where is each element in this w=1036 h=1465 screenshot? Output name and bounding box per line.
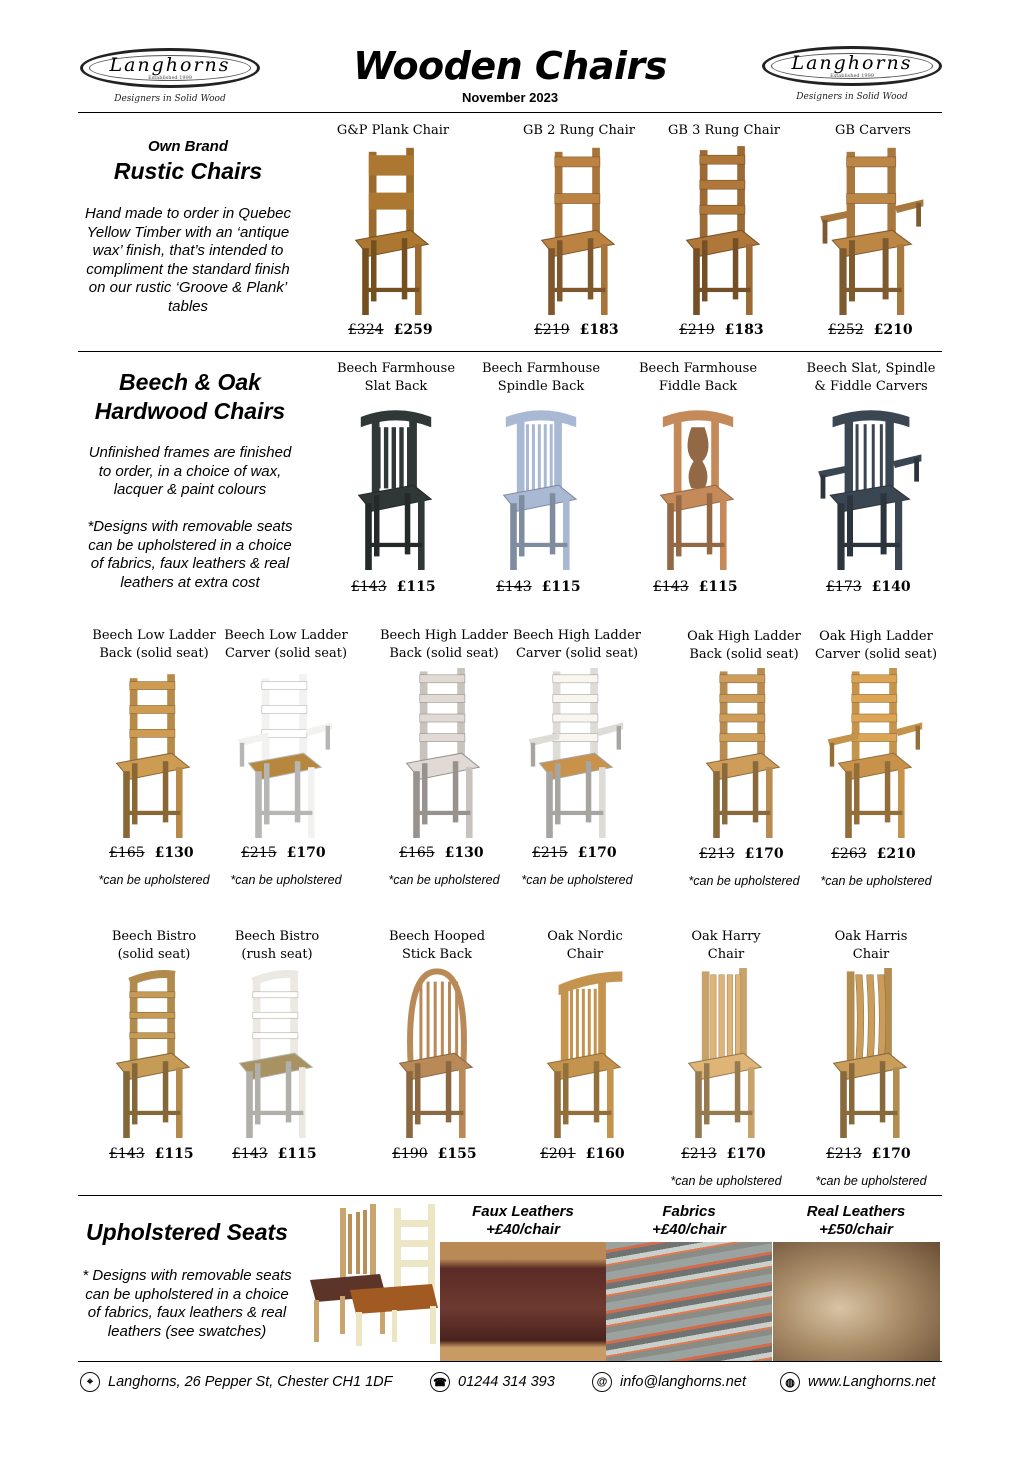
tagline: Designers in Solid Wood [796, 92, 908, 102]
beech-oak-description: Unfinished frames are finished to order, in a choice of wax, lacquer & paint colours [88, 444, 292, 498]
swatch-material: Fabrics [662, 1203, 716, 1220]
sale-price: £210 [876, 846, 916, 862]
sale-price: £140 [871, 579, 911, 595]
original-price: £215 [241, 845, 277, 861]
product-name: Beech High Ladder Carver (solid seat) [513, 628, 641, 661]
product-name: GB Carvers [835, 123, 911, 138]
logo-right [762, 46, 942, 106]
upholstery-note: *can be upholstered [388, 873, 500, 887]
sale-price: £155 [437, 1146, 477, 1162]
brand-name: Langhorns [109, 54, 231, 76]
swatch-image [606, 1242, 772, 1362]
phone-text[interactable]: 01244 314 393 [458, 1374, 555, 1390]
sale-price: £210 [873, 322, 913, 338]
divider [78, 1361, 942, 1362]
product-name: G&P Plank Chair [336, 123, 450, 138]
footer-address [80, 1372, 393, 1392]
divider [78, 112, 942, 113]
email-icon: @ [592, 1372, 612, 1392]
product-name: Oak High Ladder Back (solid seat) [687, 629, 801, 662]
swatch-material: Real Leathers [806, 1203, 906, 1220]
chair-image [530, 968, 640, 1138]
chair-image [389, 668, 499, 838]
chair-image [486, 400, 596, 570]
product-name: Beech Slat, Spindle & Fiddle Carvers [806, 361, 936, 394]
product-name: Beech High Ladder Back (solid seat) [380, 628, 508, 661]
original-price: £143 [653, 579, 689, 595]
chair-image [816, 968, 926, 1138]
product-name: Beech Low Ladder Carver (solid seat) [224, 628, 348, 661]
original-price: £143 [351, 579, 387, 595]
original-price: £143 [496, 579, 532, 595]
beech-oak-heading-line1: Beech & Oak [119, 369, 261, 395]
upholstery-note: *can be upholstered [521, 873, 633, 887]
price-tag [534, 322, 619, 338]
page-title: Wooden Chairs [353, 44, 667, 88]
oak-chair-brown-seat [310, 1204, 386, 1342]
original-price: £190 [392, 1146, 428, 1162]
logo-left [80, 48, 260, 108]
established-text: Established 1999 [148, 75, 192, 81]
price-tag [831, 846, 916, 862]
original-price: £213 [681, 1146, 717, 1162]
original-price: £165 [399, 845, 435, 861]
product-name: Beech Bistro (rush seat) [234, 929, 320, 962]
sale-price: £170 [871, 1146, 911, 1162]
product-name: Beech Farmhouse Slat Back [336, 361, 456, 394]
swatch-image [773, 1242, 940, 1362]
upholstery-note: *can be upholstered [688, 874, 800, 888]
upholstery-note: *can be upholstered [230, 873, 342, 887]
original-price: £252 [828, 322, 864, 338]
chair-image [813, 145, 933, 315]
chair-image [821, 668, 931, 838]
chair-image [669, 145, 779, 315]
price-tag [540, 1146, 625, 1162]
chair-image [522, 668, 632, 838]
chair-image [689, 668, 799, 838]
sale-price: £130 [154, 845, 194, 861]
divider [78, 1195, 942, 1196]
original-price: £213 [699, 846, 735, 862]
email-link[interactable]: info@langhorns.net [620, 1374, 746, 1390]
established-text: Established 1999 [830, 73, 874, 79]
sale-price: £115 [541, 579, 581, 595]
rustic-description: Hand made to order in Quebec Yellow Timber with an ‘antique wax’ finish, that’s intended to compliment the standard finish on our rustic ‘Groove & Plank’ tables [85, 205, 291, 315]
price-tag [241, 845, 326, 861]
sale-price: £115 [698, 579, 738, 595]
sale-price: £170 [286, 845, 326, 861]
chair-image [382, 968, 492, 1138]
original-price: £219 [534, 322, 570, 338]
sale-price: £170 [744, 846, 784, 862]
location-icon: ⌖ [80, 1372, 100, 1392]
chair-image [671, 968, 781, 1138]
product-name: Beech Hooped Stick Back [388, 929, 486, 962]
product-name: Oak Nordic Chair [547, 929, 623, 962]
original-price: £165 [109, 845, 145, 861]
chair-image [811, 400, 931, 570]
original-price: £143 [109, 1146, 145, 1162]
upholstery-note: *can be upholstered [815, 1174, 927, 1188]
upholstery-note: *can be upholstered [820, 874, 932, 888]
product-name: Oak Harris Chair [834, 929, 908, 962]
sale-price: £115 [277, 1146, 317, 1162]
sale-price: £115 [396, 579, 436, 595]
brand-name: Langhorns [791, 52, 913, 74]
price-tag [681, 1146, 766, 1162]
sale-price: £183 [579, 322, 619, 338]
swatch-price: +£40/chair [486, 1221, 560, 1238]
upholstery-note: *Designs with removable seats can be upholstered in a choice of fabrics, faux leathers & real leathers at extra cost [87, 518, 293, 591]
original-price: £219 [679, 322, 715, 338]
original-price: £173 [826, 579, 862, 595]
price-tag [826, 1146, 911, 1162]
product-name: Beech Farmhouse Fiddle Back [638, 361, 758, 394]
upholstery-note: *can be upholstered [98, 873, 210, 887]
address-text: Langhorns, 26 Pepper St, Chester CH1 1DF [108, 1374, 393, 1390]
swatch-price: +£50/chair [819, 1221, 893, 1238]
original-price: £215 [532, 845, 568, 861]
footer-email[interactable] [592, 1372, 746, 1392]
footer-phone[interactable] [430, 1372, 555, 1392]
sale-price: £259 [393, 322, 433, 338]
original-price: £143 [232, 1146, 268, 1162]
swatch-material: Faux Leathers [472, 1203, 574, 1220]
rustic-small-label: Own Brand [147, 138, 228, 155]
price-tag [392, 1146, 477, 1162]
price-tag [399, 845, 484, 861]
sale-price: £115 [154, 1146, 194, 1162]
price-tag [532, 845, 617, 861]
price-tag [653, 579, 738, 595]
sale-price: £170 [577, 845, 617, 861]
upholstered-chairs-image [300, 1200, 440, 1350]
upholstered-heading: Upholstered Seats [86, 1219, 288, 1245]
globe-icon: ◍ [780, 1372, 800, 1392]
price-tag [109, 1146, 194, 1162]
chair-image [338, 145, 448, 315]
divider [78, 351, 942, 352]
price-tag [351, 579, 436, 595]
price-tag [828, 322, 913, 338]
website-link[interactable]: www.Langhorns.net [808, 1374, 936, 1390]
sale-price: £183 [724, 322, 764, 338]
chair-image [341, 400, 451, 570]
price-tag [826, 579, 911, 595]
product-name: Oak High Ladder Carver (solid seat) [814, 629, 938, 662]
chair-image [222, 968, 332, 1138]
chair-image [643, 400, 753, 570]
tagline: Designers in Solid Wood [114, 94, 226, 104]
price-tag [109, 845, 194, 861]
product-name: Beech Low Ladder Back (solid seat) [92, 628, 216, 661]
upholstery-note: *can be upholstered [670, 1174, 782, 1188]
swatch-label [440, 1203, 606, 1239]
product-name: GB 3 Rung Chair [668, 123, 780, 138]
swatch-price: +£40/chair [652, 1221, 726, 1238]
original-price: £324 [348, 322, 384, 338]
footer-website[interactable] [780, 1372, 935, 1392]
beech-oak-heading-line2: Hardwood Chairs [94, 398, 286, 424]
sale-price: £130 [444, 845, 484, 861]
sale-price: £170 [726, 1146, 766, 1162]
price-tag [348, 322, 433, 338]
page-date: November 2023 [461, 90, 559, 105]
product-name: Oak Harry Chair [691, 929, 761, 962]
swatch-image [440, 1242, 606, 1362]
swatch-label [606, 1203, 772, 1239]
price-tag [496, 579, 581, 595]
phone-icon: ☎ [430, 1372, 450, 1392]
original-price: £201 [540, 1146, 576, 1162]
sale-price: £160 [585, 1146, 625, 1162]
original-price: £263 [831, 846, 867, 862]
chair-image [99, 968, 209, 1138]
swatch-label [773, 1203, 939, 1239]
price-tag [699, 846, 784, 862]
product-name: Beech Bistro (solid seat) [111, 929, 197, 962]
price-tag [232, 1146, 317, 1162]
chair-image [99, 668, 209, 838]
product-name: GB 2 Rung Chair [523, 123, 635, 138]
upholstered-description: * Designs with removable seats can be upholstered in a choice of fabrics, faux leathers & real leathers (see swatches) [82, 1267, 292, 1340]
chair-image [231, 668, 341, 838]
chair-image [524, 145, 634, 315]
price-tag [679, 322, 764, 338]
product-name: Beech Farmhouse Spindle Back [481, 361, 601, 394]
rustic-heading: Rustic Chairs [113, 158, 263, 184]
original-price: £213 [826, 1146, 862, 1162]
